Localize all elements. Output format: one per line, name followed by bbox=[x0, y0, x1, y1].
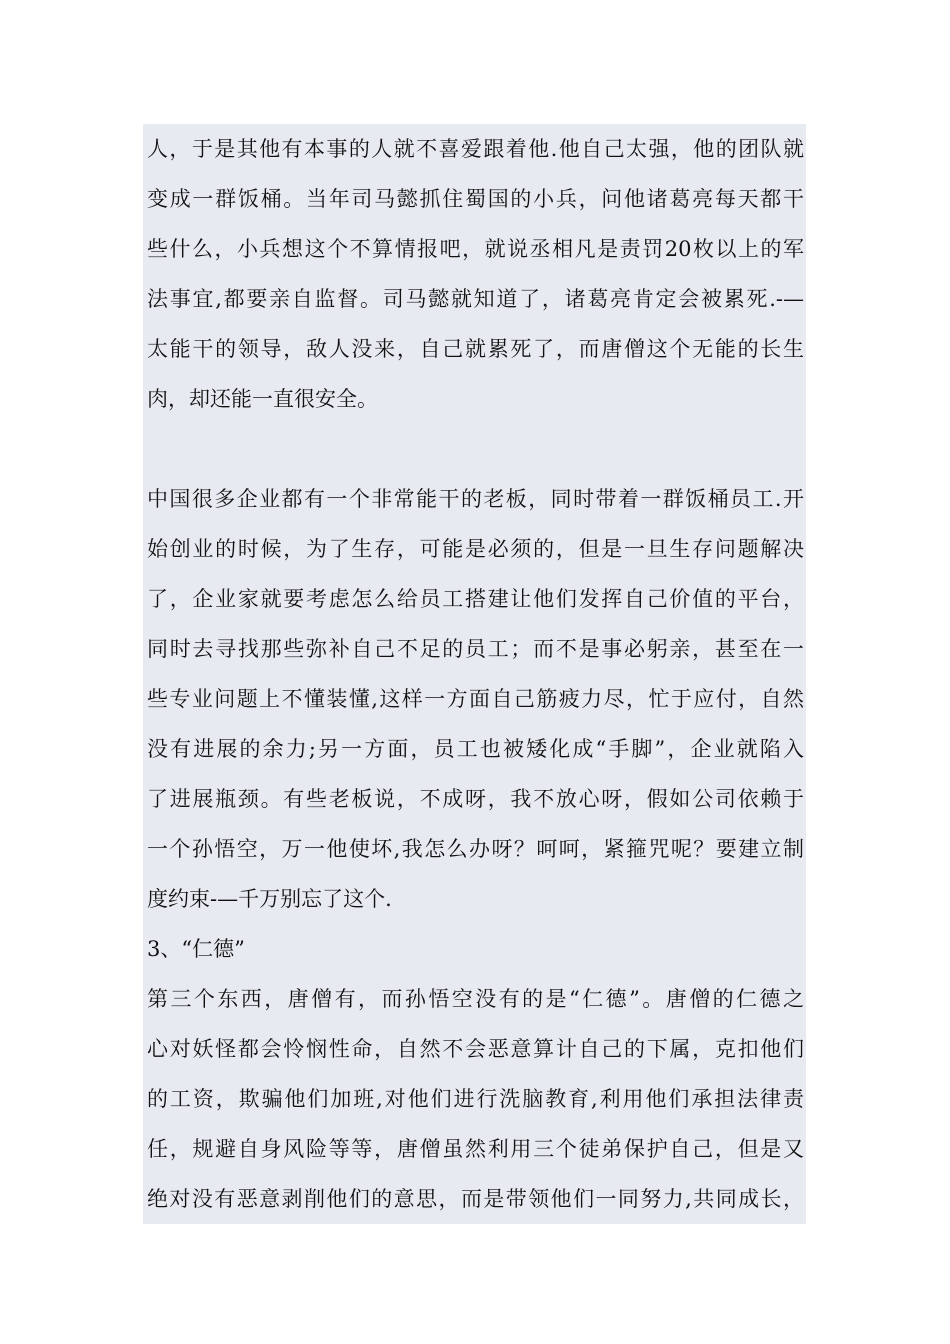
text-line: 些专业问题上不懂装懂,这样一方面自己筋疲力尽，忙于应付，自然 bbox=[147, 687, 804, 711]
section-heading: 3、“仁德” bbox=[147, 937, 245, 961]
text-line: 人，于是其他有本事的人就不喜爱跟着他.他自己太强，他的团队就 bbox=[147, 137, 804, 161]
text-line: 任，规避自身风险等等，唐僧虽然利用三个徒弟保护自己，但是又 bbox=[147, 1137, 804, 1161]
blank-spacer bbox=[143, 424, 806, 474]
text-line: 一个孙悟空，万一他使坏,我怎么办呀？呵呵，紧箍咒呢？要建立制 bbox=[147, 837, 804, 861]
text-line: 中国很多企业都有一个非常能干的老板，同时带着一群饭桶员工.开 bbox=[147, 487, 804, 511]
text-line: 同时去寻找那些弥补自己不足的员工；而不是事必躬亲，甚至在一 bbox=[147, 637, 804, 661]
text-line: 了，企业家就要考虑怎么给员工搭建让他们发挥自己价值的平台， bbox=[147, 587, 804, 611]
text-line: 没有进展的余力;另一方面，员工也被矮化成“手脚”，企业就陷入 bbox=[147, 737, 804, 761]
text-line: 太能干的领导，敌人没来，自己就累死了，而唐僧这个无能的长生 bbox=[147, 337, 804, 361]
text-line: 了进展瓶颈。有些老板说，不成呀，我不放心呀，假如公司依赖于 bbox=[147, 787, 804, 811]
text-line: 第三个东西，唐僧有，而孙悟空没有的是“仁德”。唐僧的仁德之 bbox=[147, 987, 804, 1011]
text-line: 肉，却还能一直很安全。 bbox=[147, 387, 378, 411]
text-line: 心对妖怪都会怜悯性命，自然不会恶意算计自己的下属，克扣他们 bbox=[147, 1037, 804, 1061]
text-line: 些什么，小兵想这个不算情报吧，就说丞相凡是责罚20枚以上的军 bbox=[147, 237, 804, 261]
text-line: 的工资，欺骗他们加班,对他们进行洗脑教育,利用他们承担法律责 bbox=[147, 1087, 804, 1111]
text-line: 变成一群饭桶。当年司马懿抓住蜀国的小兵，问他诸葛亮每天都干 bbox=[147, 187, 804, 211]
text-line: 法事宜,都要亲自监督。司马懿就知道了，诸葛亮肯定会被累死.-— bbox=[147, 287, 804, 311]
text-line: 始创业的时候，为了生存，可能是必须的，但是一旦生存问题解决 bbox=[147, 537, 804, 561]
text-line: 绝对没有恶意剥削他们的意思，而是带领他们一同努力,共同成长， bbox=[147, 1187, 804, 1211]
text-line: 度约束-—千万别忘了这个. bbox=[147, 887, 392, 911]
paragraph-2-and-3 bbox=[143, 474, 806, 1224]
paragraph-1 bbox=[143, 124, 806, 424]
